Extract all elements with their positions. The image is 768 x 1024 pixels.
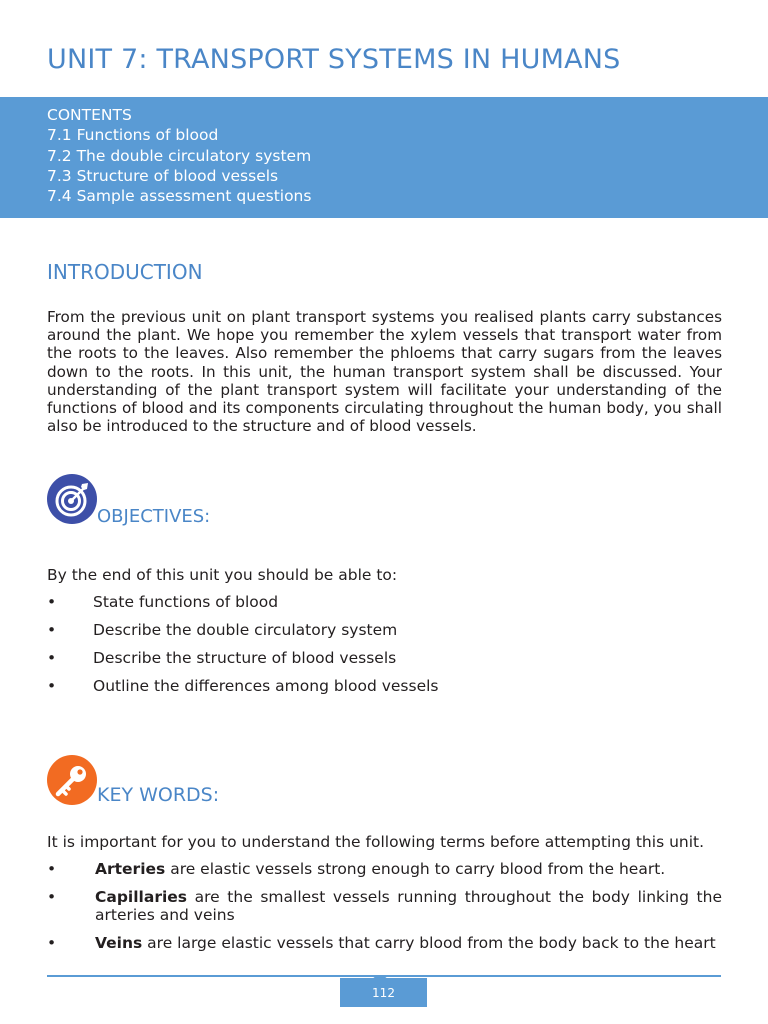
key-word-definition: are large elastic vessels that carry blood from the body back to the heart: [142, 934, 716, 952]
contents-item: 7.2 The double circulatory system: [47, 147, 312, 165]
contents-box: [0, 97, 768, 218]
key-word-item: [47, 934, 722, 952]
key-word-definition: are the smallest vessels running throughout the body linking the arteries and veins: [95, 888, 722, 924]
introduction-paragraph: From the previous unit on plant transport systems you realised plants carry substances around the plant. We hope you remember the xylem vessels that transport water from the roots to the leaves. Also remember the phloems that carry sugars from the leaves down to the roots. In this unit, the human transport system shall be discussed. Your understanding of the plant transport system will facilitate your understanding of the functions of blood and its components circulating throughout the human body, you shall also be introduced to the structure and of blood vessels.: [47, 308, 722, 436]
introduction-heading: INTRODUCTION: [47, 260, 203, 284]
bullet-glyph: •: [47, 888, 57, 906]
objectives-heading: OBJECTIVES:: [97, 506, 211, 527]
contents-item: 7.1 Functions of blood: [47, 126, 219, 144]
key-word-item: [47, 860, 722, 878]
page-number: 112: [372, 985, 395, 1000]
objective-text: State functions of blood: [93, 593, 279, 611]
unit-title: UNIT 7: TRANSPORT SYSTEMS IN HUMANS: [47, 44, 621, 75]
contents-item: 7.4 Sample assessment questions: [47, 187, 312, 205]
objective-text: Describe the double circulatory system: [93, 621, 398, 639]
bullet-glyph: •: [47, 593, 57, 611]
target-icon: [47, 474, 97, 524]
key-icon: [47, 755, 97, 805]
key-word-term: Arteries: [95, 860, 166, 878]
key-word-item: [47, 888, 722, 924]
bullet-glyph: •: [47, 860, 57, 878]
objectives-lead: By the end of this unit you should be able to:: [47, 566, 398, 584]
objective-text: Outline the differences among blood vessels: [93, 677, 439, 695]
key-words-lead: It is important for you to understand the following terms before attempting this unit.: [47, 833, 705, 851]
bullet-glyph: •: [47, 934, 57, 952]
objective-text: Describe the structure of blood vessels: [93, 649, 397, 667]
contents-heading: CONTENTS: [47, 106, 132, 124]
key-words-heading: KEY WORDS:: [97, 784, 220, 806]
key-word-term: Veins: [95, 934, 143, 952]
bullet-glyph: •: [47, 621, 57, 639]
contents-item: 7.3 Structure of blood vessels: [47, 167, 279, 185]
key-word-definition: are elastic vessels strong enough to carry blood from the heart.: [165, 860, 666, 878]
bullet-glyph: •: [47, 649, 57, 667]
page-number-box: [340, 978, 427, 1007]
key-word-term: Capillaries: [95, 888, 188, 906]
bullet-glyph: •: [47, 677, 57, 695]
